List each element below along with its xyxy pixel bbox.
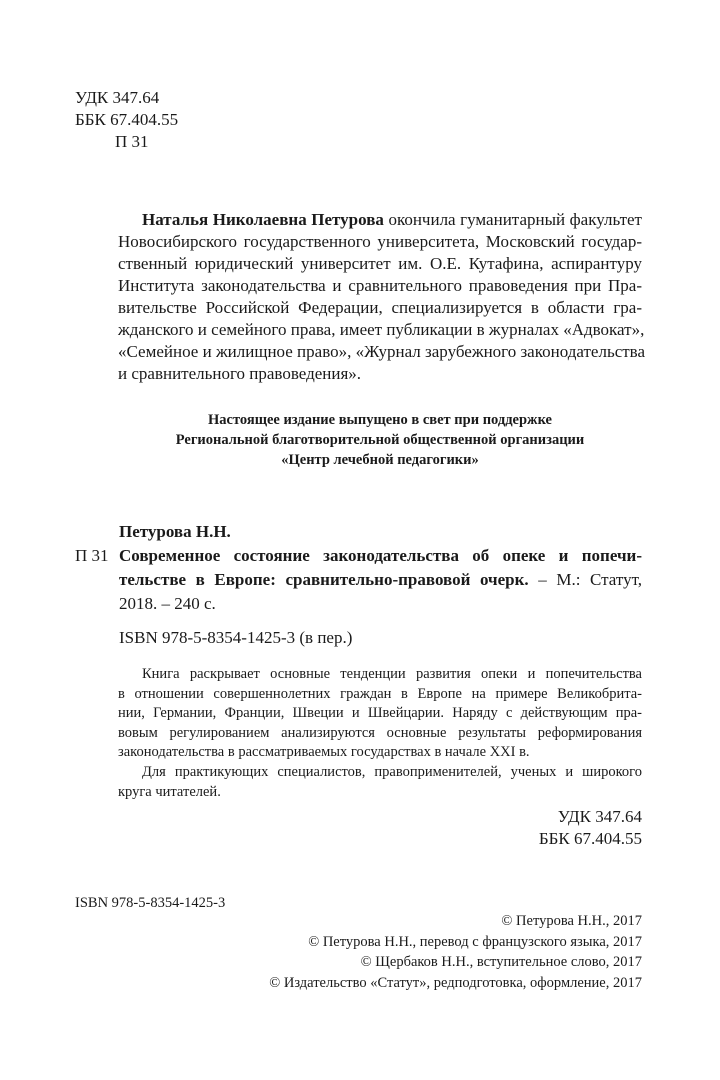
support-notice [118,410,642,470]
copyright-line: © Петурова Н.Н., 2017 [501,913,642,929]
card-title-row [75,544,642,616]
bio-line: ственный юридический университет им. О.Е. Кутафина, аспирантуру [118,254,642,273]
bio-author-name: Наталья Николаевна Петурова [142,210,384,229]
bio-line: вительстве Российской Федерации, специализируется в области гра- [118,298,642,317]
bio-line: Института законодательства и сравнительного правоведения при Пра- [118,276,642,295]
support-line: Региональной благотворительной общественной организации [175,432,585,448]
udk-code: УДК 347.64 [75,88,160,107]
annotation-line: круга читателей. [118,783,221,800]
card-imprint: – М.: Статут, [528,570,642,589]
annotation-line: в отношении совершеннолетних граждан в Европе на примере Великобрита- [118,685,642,702]
annotation [118,665,642,802]
bibliographic-card [75,520,642,650]
author-sign-code: П 31 [115,132,149,151]
annotation-line: нии, Германии, Франции, Швеции и Швейцарии. Наряду с действующим пра- [118,705,642,722]
annotation-line: вовым регулированием анализируются основные результаты реформирования [118,724,642,741]
bio-line: «Семейное и жилищное право», «Журнал зарубежного законодательства [118,342,646,361]
copyright-block [269,911,642,993]
isbn-bottom: ISBN 978-5-8354-1425-3 [75,895,226,911]
bio-line-text: окончила гуманитарный факультет [383,210,642,229]
udk-code: УДК 347.64 [557,807,642,826]
card-title-line [119,568,642,592]
copyright-line: © Издательство «Статут», редподготовка, оформление, 2017 [269,974,642,991]
card-title-line: 2018. – 240 с. [119,594,216,613]
card-title-bold: тельстве в Европе: сравнительно-правовой очерк. [119,570,529,589]
author-bio [118,209,646,385]
annotation-line: Книга раскрывает основные тенденции развития опеки и попечительства [142,666,642,682]
copyright-line: © Щербаков Н.Н., вступительное слово, 2017 [360,954,642,971]
annotation-line: Для практикующих специалистов, правоприменителей, ученых и широкого [142,763,642,780]
bio-line: жданского и семейного права, имеет публикации в журналах «Адвокат», [118,320,645,339]
card-title [119,544,642,616]
classification-bottom [539,806,642,850]
card-code: П 31 [75,546,109,565]
bio-line: и сравнительного правоведения». [118,364,362,383]
bio-line: Новосибирского государственного университета, Московский государ- [118,232,642,251]
annotation-line: законодательства в рассматриваемых государствах в начале XXI в. [118,744,530,761]
bbk-code: ББК 67.404.55 [538,829,642,848]
card-author: Петурова Н.Н. [119,522,231,541]
bbk-code: ББК 67.404.55 [75,110,179,129]
card-title-line: Современное состояние законодательства об опеке и попечи- [119,546,642,565]
support-line: Настоящее издание выпущено в свет при поддержке [208,412,552,428]
bio-line [118,209,642,231]
copyright-line: © Петурова Н.Н., перевод с французского языка, 2017 [308,933,642,950]
support-line: «Центр лечебной педагогики» [281,452,479,468]
classification-block [75,87,178,153]
card-isbn: ISBN 978-5-8354-1425-3 (в пер.) [119,628,353,647]
